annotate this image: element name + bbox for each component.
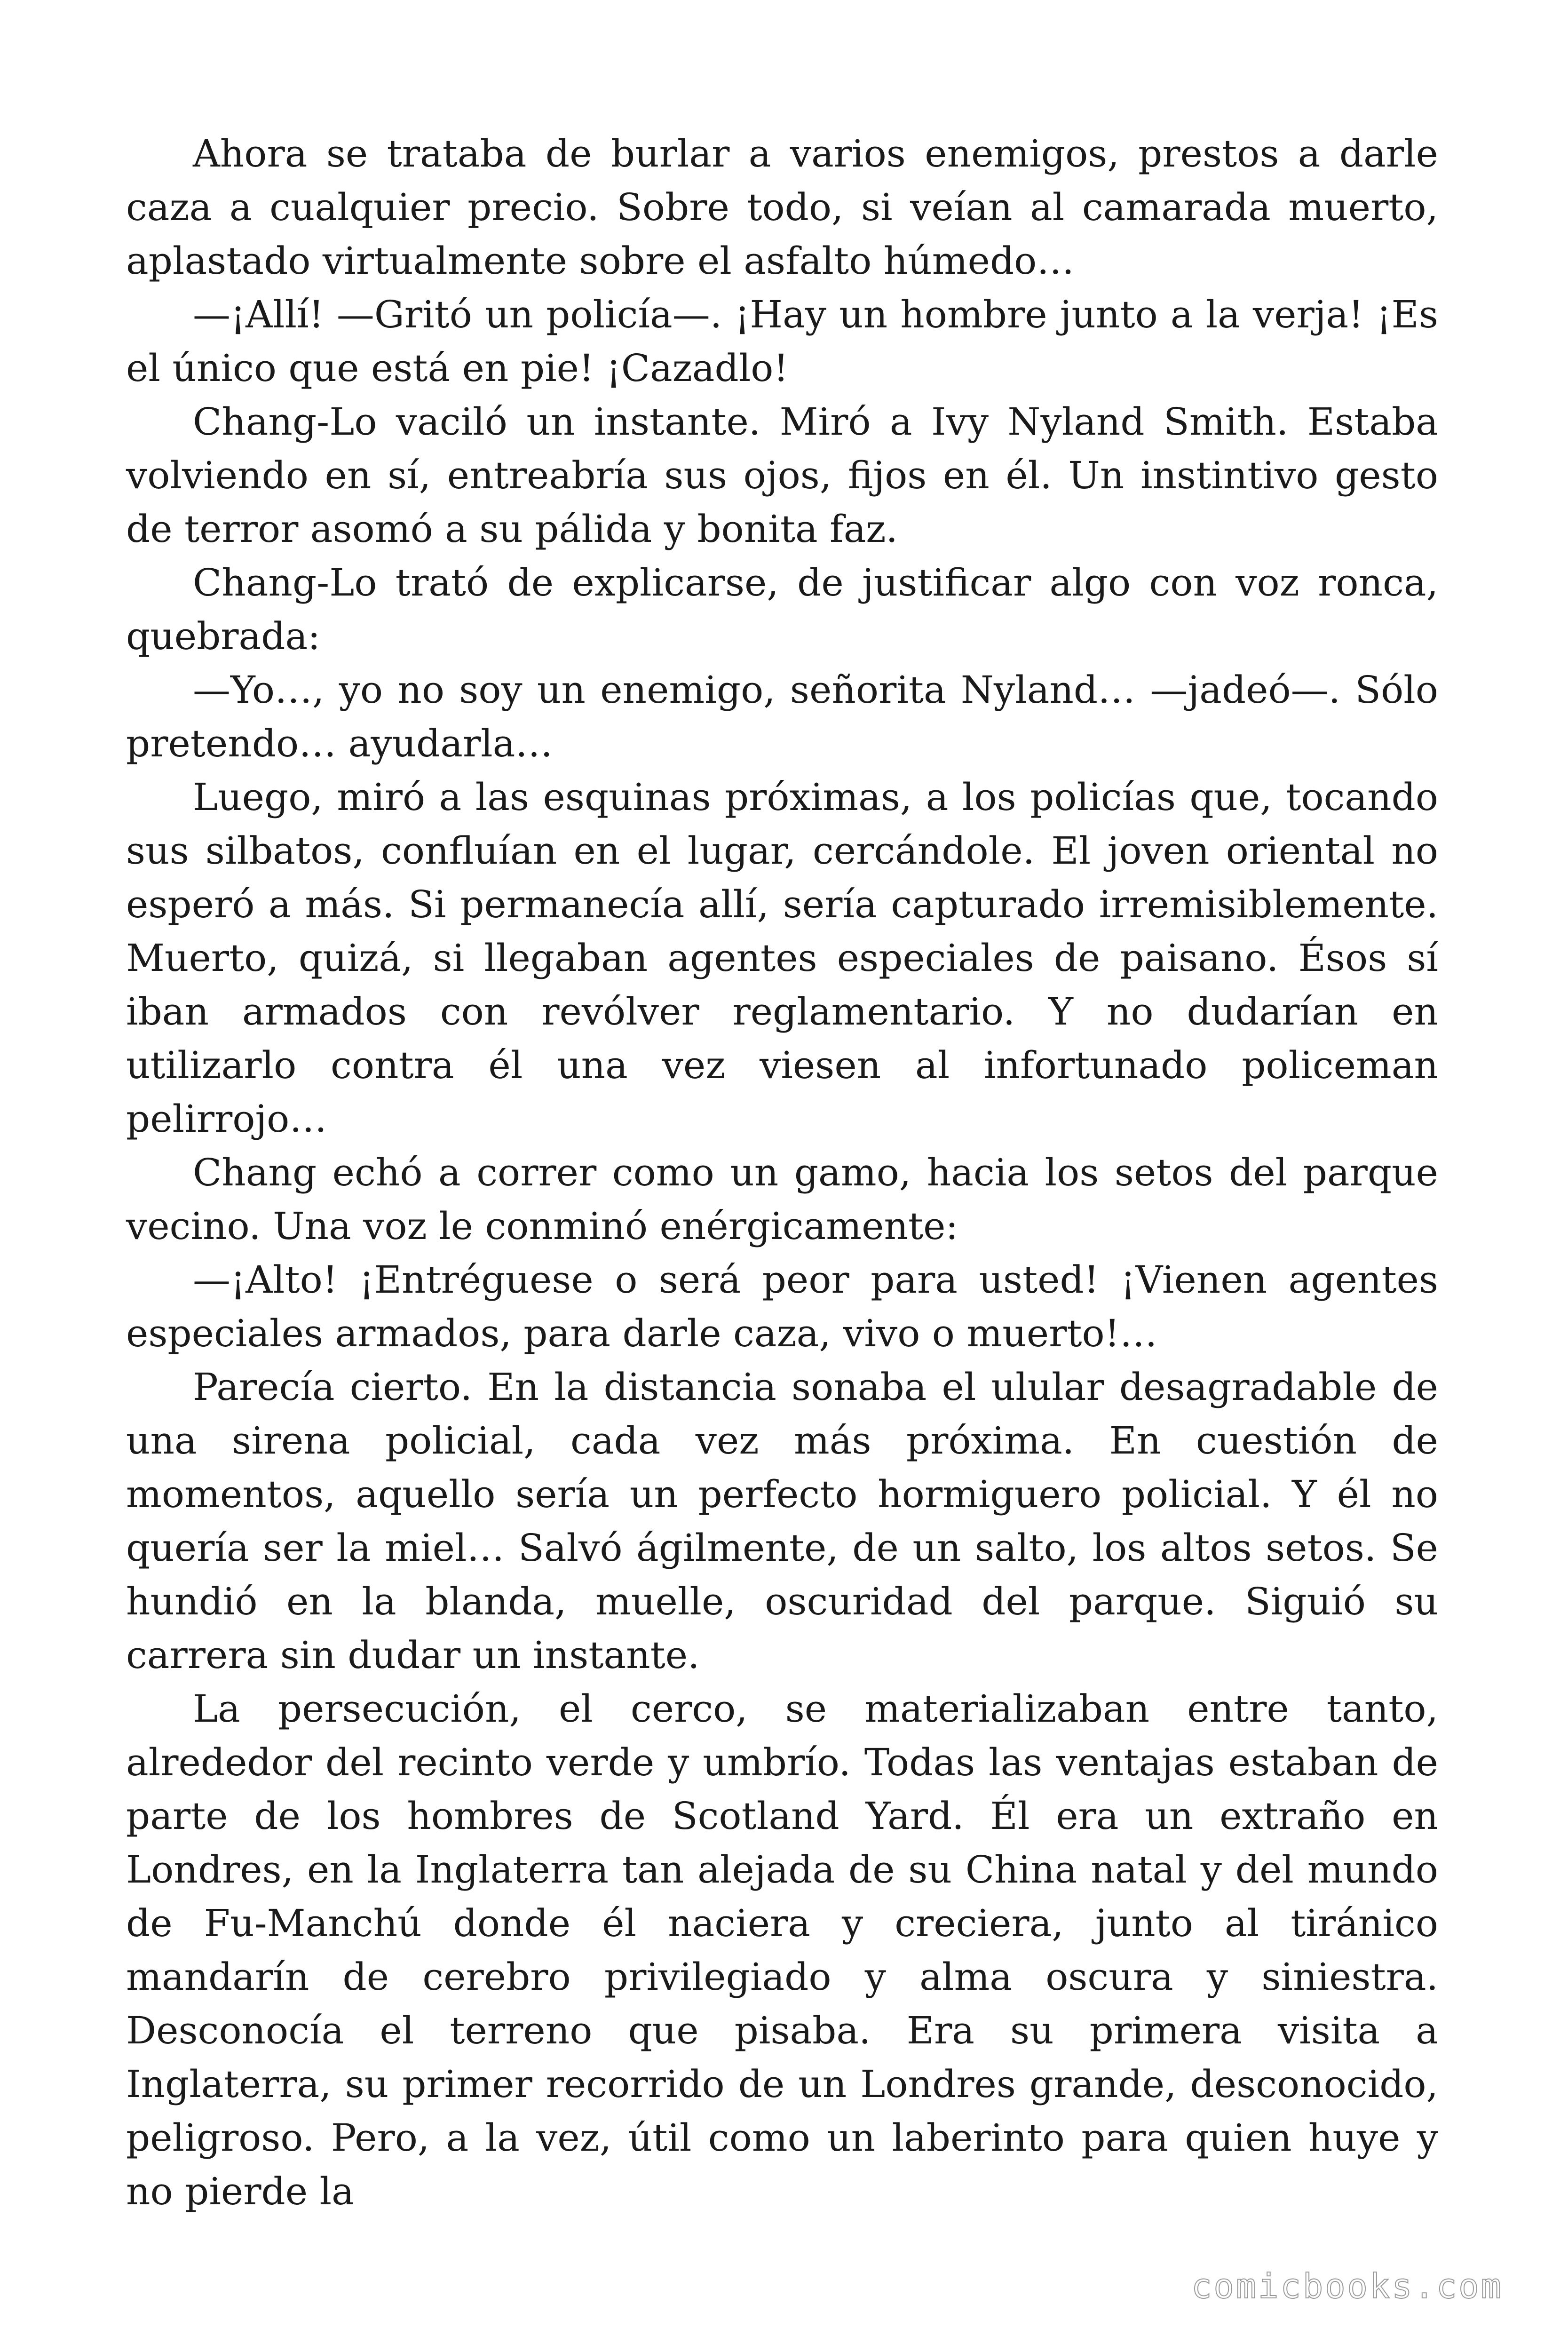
paragraph-7: Chang echó a correr como un gamo, hacia los setos del parque vecino. Una voz le conminó enérgicamente: [126,1151,1438,1248]
paragraph-10: La persecución, el cerco, se materializaban entre tanto, alrededor del recinto verde y umbrío. Todas las ventajas estaban de parte de los hombres de Scotland Yard. Él era un extraño en Londres, en la Inglaterra tan alejada de su China natal y del mundo de Fu-Manchú donde él naciera y creciera, junto al tiránico mandarín de cerebro privilegiado y alma oscura y siniestra. Desconocía el terreno que pisaba. Era su primera visita a Inglaterra, su primer recorrido de un Londres grande, desconocido, peligroso. Pero, a la vez, útil como un laberinto para quien huye y no pierde la [126,1687,1438,2213]
paragraph-6: Luego, miró a las esquinas próximas, a los policías que, tocando sus silbatos, confluían en el lugar, cercándole. El joven oriental no esperó a más. Si permanecía allí, sería capturado irremisiblemente. Muerto, quizá, si llegaban agentes especiales de paisano. Ésos sí iban armados con revólver reglamentario. Y no dudarían en utilizarlo contra él una vez viesen al infortunado policeman pelirrojo… [126,775,1438,1141]
watermark: comicbooks.com [1191,2266,1503,2306]
paragraph-3: Chang-Lo vaciló un instante. Miró a Ivy Nyland Smith. Estaba volviendo en sí, entreabría sus ojos, fijos en él. Un instintivo gesto de terror asomó a su pálida y bonita faz. [126,400,1438,551]
paragraph-5: —Yo…, yo no soy un enemigo, señorita Nyland… —jadeó—. Sólo pretendo… ayudarla… [126,668,1438,765]
paragraph-9: Parecía cierto. En la distancia sonaba el ulular desagradable de una sirena policial, cada vez más próxima. En cuestión de momentos, aquello sería un perfecto hormiguero policial. Y él no quería ser la miel… Salvó ágilmente, de un salto, los altos setos. Se hundió en la blanda, muelle, oscuridad del parque. Siguió su carrera sin dudar un instante. [126,1365,1438,1677]
body-text [126,127,1438,2218]
paragraph-4: Chang-Lo trató de explicarse, de justificar algo con voz ronca, quebrada: [126,561,1438,658]
paragraph-1: Ahora se trataba de burlar a varios enemigos, prestos a darle caza a cualquier precio. Sobre todo, si veían al camarada muerto, aplastado virtualmente sobre el asfalto húmedo… [126,132,1438,283]
paragraph-8: —¡Alto! ¡Entréguese o será peor para usted! ¡Vienen agentes especiales armados, para darle caza, vivo o muerto!… [126,1258,1438,1355]
paragraph-2: —¡Allí! —Gritó un policía—. ¡Hay un hombre junto a la verja! ¡Es el único que está en pie! ¡Cazadlo! [126,293,1438,390]
